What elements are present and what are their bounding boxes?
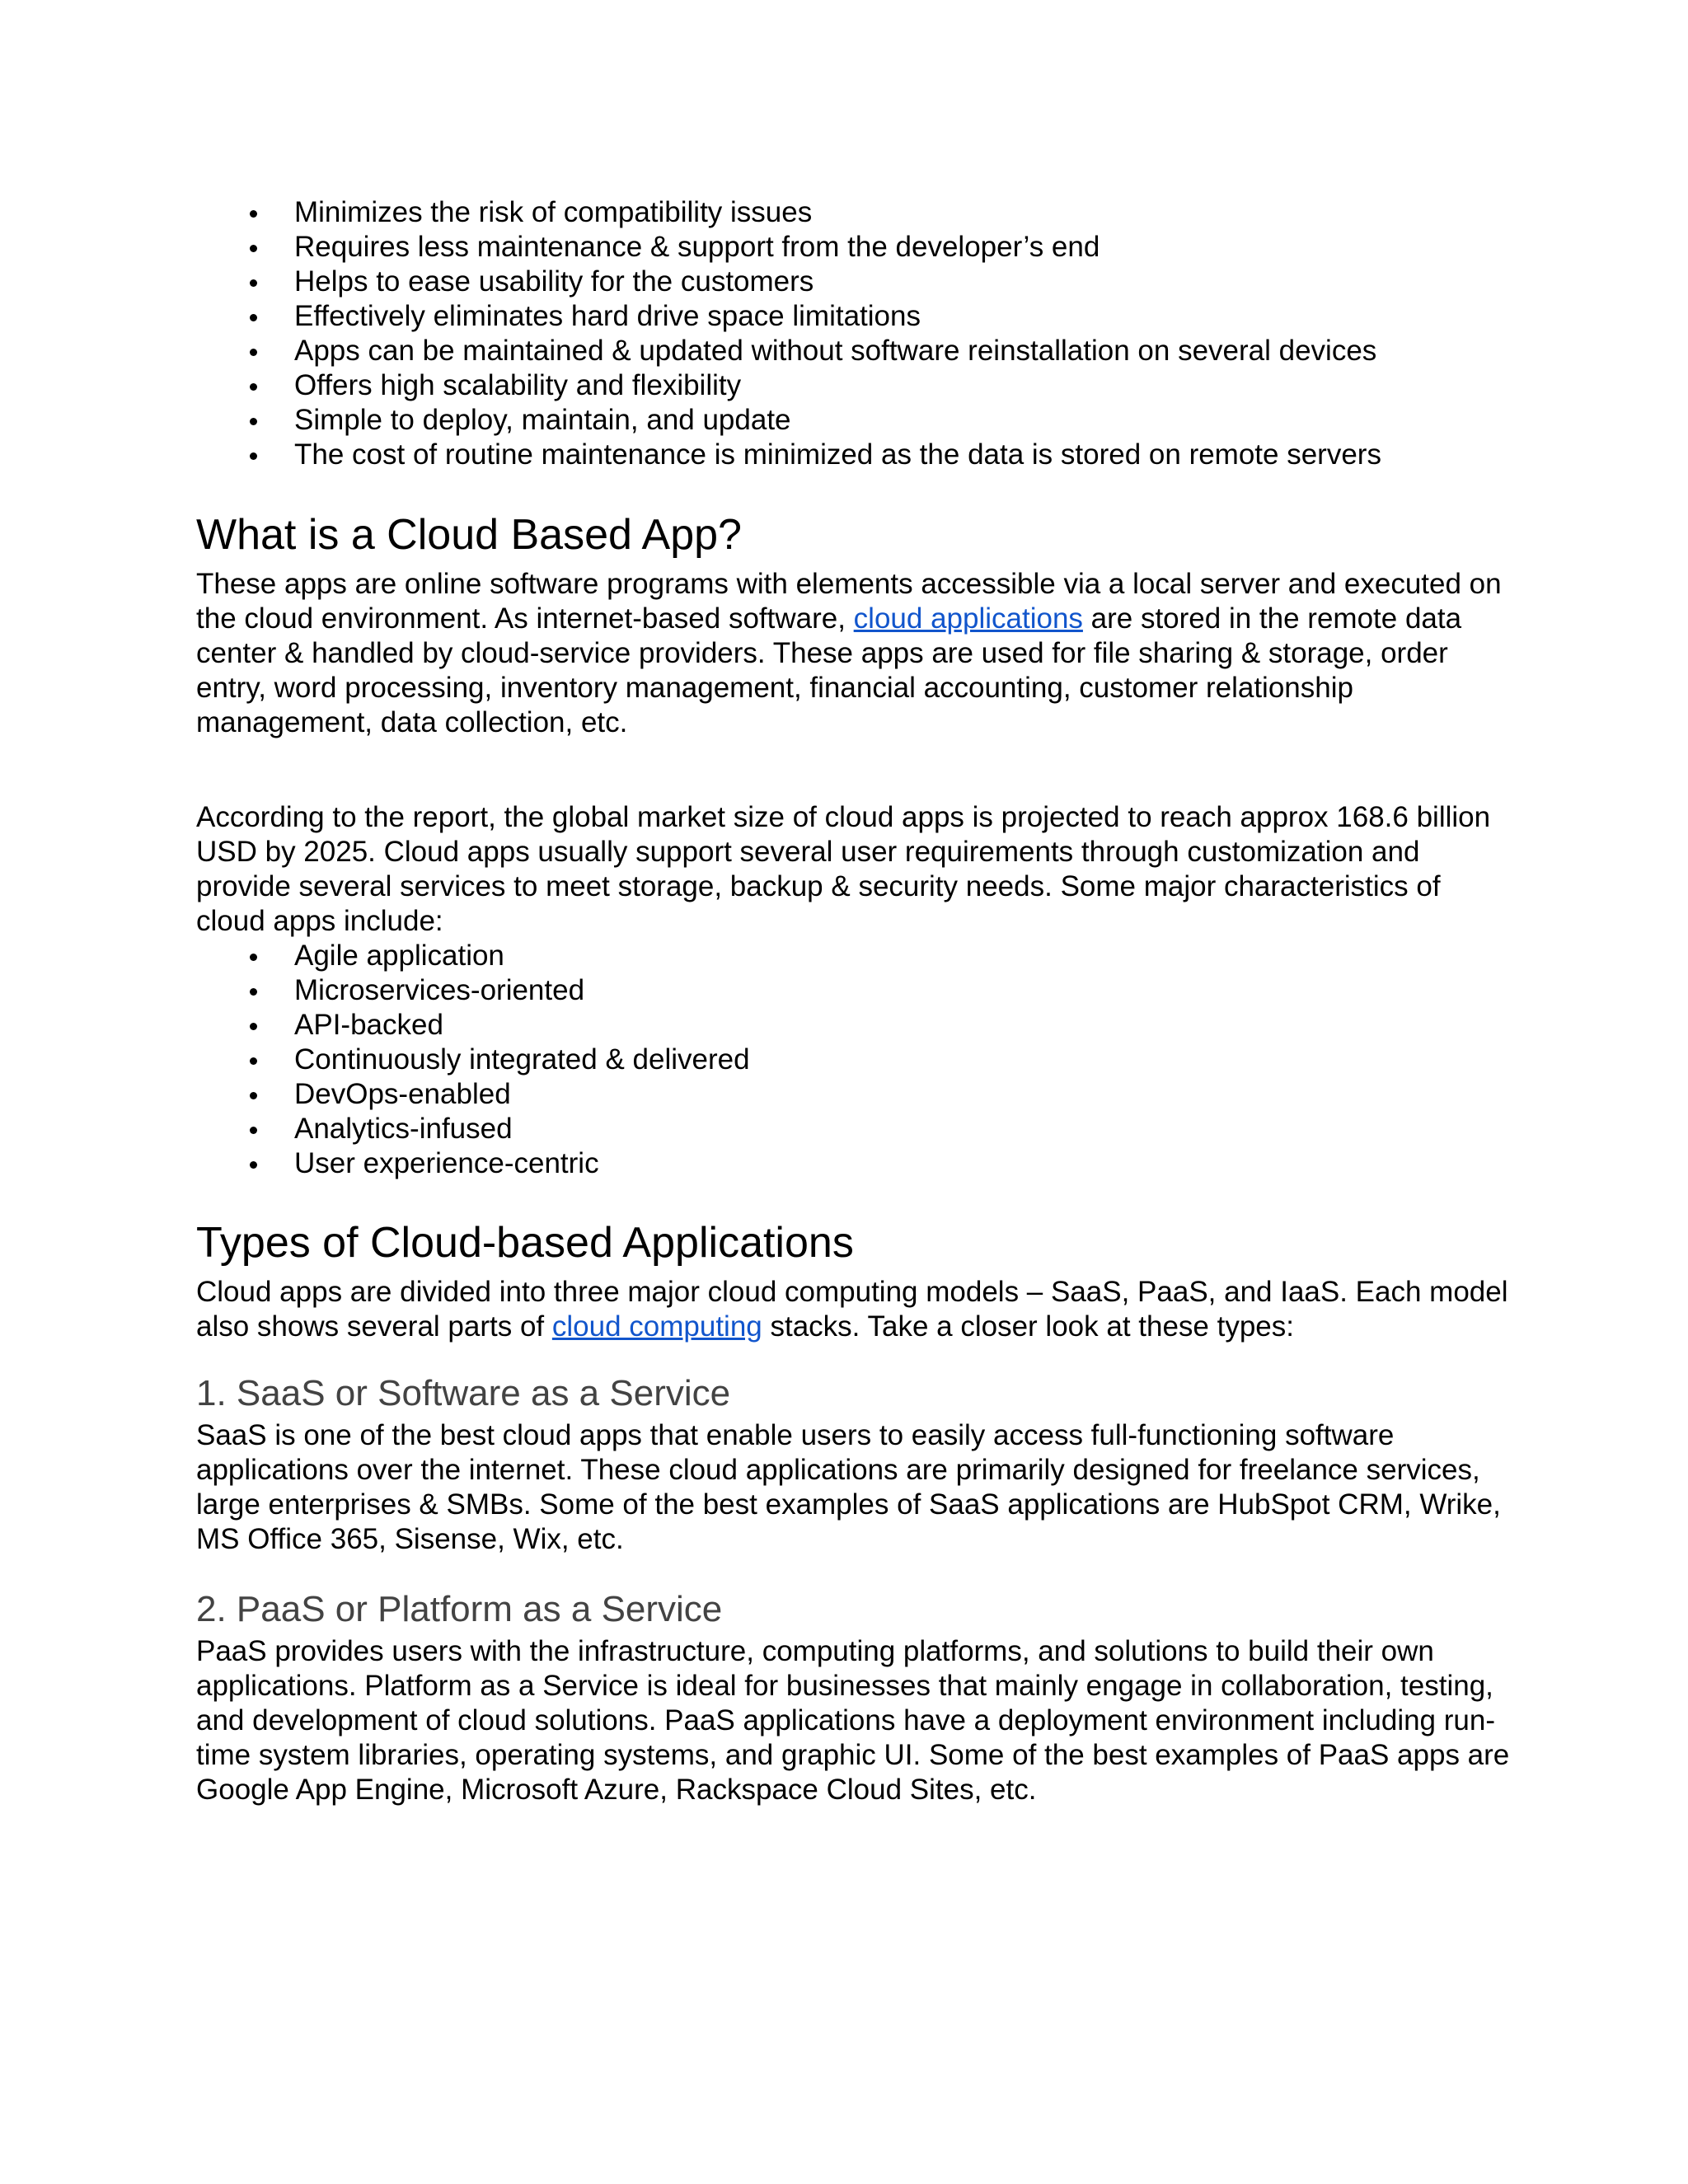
paragraph-market-size: According to the report, the global market size of cloud apps is projected to reach approx 168.6 billion USD by 2025. Cloud apps usually support several user requirements through customization and provide several services to meet storage, backup & security needs. Some major characteristics of cloud apps include:	[196, 801, 1491, 937]
list-item-text: Microservices-oriented	[294, 974, 585, 1006]
list-item	[196, 368, 1515, 403]
list-item	[196, 1146, 1515, 1181]
list-item-text: API-backed	[294, 1009, 443, 1041]
paragraph-text: are stored in the remote data center & handled by cloud-service providers. These apps are used for file sharing & storage, order entry, word processing, inventory management, financial accounting, customer relationship management, data collection, etc.	[196, 602, 1462, 738]
list-item-text: User experience-centric	[294, 1147, 599, 1179]
bullet-icon	[250, 1127, 257, 1134]
paragraph-paas: PaaS provides users with the infrastructure, computing platforms, and solutions to build their own applications. Platform as a Service is ideal for businesses that mainly engage in collaboration, testing, and development of cloud solutions. PaaS applications have a deployment environment including run-time system libraries, operating systems, and graphic UI. Some of the best examples of PaaS apps are Google App Engine, Microsoft Azure, Rackspace Cloud Sites, etc.	[196, 1635, 1510, 1806]
section-heading-types: Types of Cloud-based Applications	[196, 1219, 854, 1267]
bullet-icon	[250, 1092, 257, 1099]
list-item	[196, 265, 1515, 299]
list-item-text: Agile application	[294, 940, 504, 972]
list-item	[196, 939, 1515, 973]
list-item-text: Analytics-infused	[294, 1113, 513, 1145]
list-item-text: Effectively eliminates hard drive space limitations	[294, 300, 921, 332]
bullet-icon	[250, 418, 257, 425]
bullet-icon	[250, 988, 257, 996]
bullet-icon	[250, 1161, 257, 1169]
list-item	[196, 1043, 1515, 1077]
bullet-icon	[250, 452, 257, 460]
list-item-text: Simple to deploy, maintain, and update	[294, 404, 791, 436]
list-item	[196, 438, 1515, 472]
characteristics-list	[196, 939, 1515, 1181]
list-item	[196, 1077, 1515, 1112]
bullet-icon	[250, 279, 257, 287]
paragraph-text: stacks. Take a closer look at these types:	[762, 1310, 1294, 1343]
bullet-icon	[250, 314, 257, 321]
link-cloud-applications[interactable]: cloud applications	[853, 602, 1083, 635]
list-item-text: Helps to ease usability for the customers	[294, 265, 814, 298]
bullet-icon	[250, 1057, 257, 1065]
bullet-icon	[250, 210, 257, 218]
bullet-icon	[250, 349, 257, 356]
list-item-text: Minimizes the risk of compatibility issues	[294, 196, 813, 228]
subheading-saas: 1. SaaS or Software as a Service	[196, 1373, 731, 1413]
bullet-icon	[250, 1023, 257, 1030]
list-item-text: Apps can be maintained & updated without software reinstallation on several devices	[294, 335, 1377, 367]
link-cloud-computing[interactable]: cloud computing	[551, 1310, 762, 1343]
list-item	[196, 973, 1515, 1008]
section-heading-what-is-cloud-app: What is a Cloud Based App?	[196, 511, 742, 559]
list-item	[196, 403, 1515, 438]
bullet-icon	[250, 245, 257, 252]
list-item	[196, 1112, 1515, 1146]
list-item	[196, 230, 1515, 265]
subheading-paas: 2. PaaS or Platform as a Service	[196, 1589, 723, 1629]
bullet-icon	[250, 954, 257, 961]
document-content	[196, 195, 1515, 1807]
bullet-icon	[250, 383, 257, 391]
paragraph-text: These apps are online software programs with elements accessible via a local server and executed on the cloud environment. As internet-based software,	[196, 568, 1502, 635]
list-item	[196, 299, 1515, 334]
list-item	[196, 1008, 1515, 1043]
paragraph-text: Cloud apps are divided into three major cloud computing models – SaaS, PaaS, and IaaS. Each model also shows several parts of	[196, 1276, 1508, 1343]
paragraph-types-intro	[196, 1275, 1515, 1344]
list-item-text: Offers high scalability and flexibility	[294, 369, 742, 401]
paragraph-saas: SaaS is one of the best cloud apps that enable users to easily access full-functioning software applications over the internet. These cloud applications are primarily designed for freelance services, large enterprises & SMBs. Some of the best examples of SaaS applications are HubSpot CRM, Wrike, MS Office 365, Sisense, Wix, etc.	[196, 1419, 1501, 1555]
list-item-text: The cost of routine maintenance is minimized as the data is stored on remote servers	[294, 438, 1381, 471]
list-item-text: Continuously integrated & delivered	[294, 1043, 750, 1076]
benefits-list	[196, 195, 1515, 472]
list-item	[196, 195, 1515, 230]
list-item-text: Requires less maintenance & support from the developer’s end	[294, 231, 1100, 263]
paragraph-cloud-app-definition	[196, 567, 1515, 740]
list-item	[196, 334, 1515, 368]
list-item-text: DevOps-enabled	[294, 1078, 511, 1110]
